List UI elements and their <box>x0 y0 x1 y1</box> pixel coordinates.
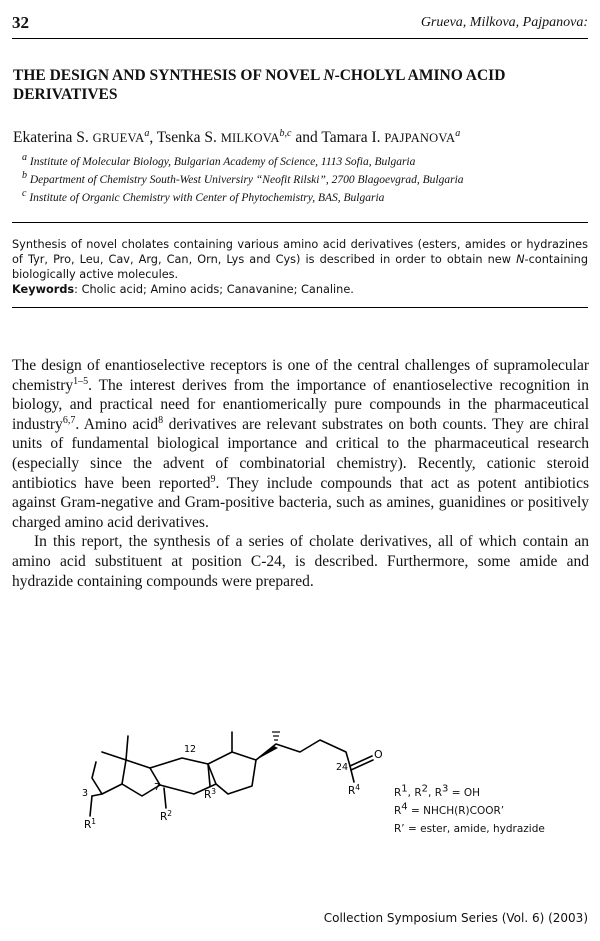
bond-r1 <box>90 796 92 816</box>
title-part: THE DESIGN AND SYNTHESIS OF NOVEL <box>13 67 324 84</box>
figure-legend <box>394 784 545 838</box>
abstract-italic: N <box>516 253 525 266</box>
legend-line: $R^1$, $R^2$, $R^3$ = OH <box>394 783 481 799</box>
label-r1: $R^1$ <box>84 817 97 831</box>
keywords-label: Keywords <box>12 283 75 296</box>
author-first: Tamara I. <box>321 129 385 146</box>
author-last: MILKOVA <box>220 131 280 145</box>
label-r2: $R^2$ <box>160 809 173 823</box>
affiliation <box>22 190 592 206</box>
hashed-bond <box>272 732 280 740</box>
author-sep: and <box>291 129 322 146</box>
affiliation <box>22 154 592 170</box>
author-first: Tsenka S. <box>156 129 221 146</box>
wedge-bond <box>256 746 278 760</box>
affiliation-mark: a <box>22 152 27 164</box>
text-run: . Amino acid <box>75 415 159 433</box>
carbonyl-double <box>351 760 373 770</box>
citation: 6,7 <box>62 414 76 426</box>
title-part: -CHOLYL AMINO ACID DERIVATIVES <box>13 67 506 103</box>
author-sep: , <box>149 129 157 146</box>
label-r3: $R^3$ <box>204 787 217 801</box>
body-text <box>12 356 589 591</box>
label-r4: $R^4$ <box>348 783 361 797</box>
affiliation-text: Institute of Molecular Biology, Bulgarian Academy of Science, 1113 Sofia, Bulgaria <box>29 156 416 168</box>
affiliation <box>22 172 592 188</box>
legend-line: $R^4$ = NHCH(R)COOR’ <box>394 801 505 817</box>
label-c12: 12 <box>184 744 197 755</box>
citation: 9 <box>210 473 216 485</box>
abstract-text: -containing biologically active molecules. <box>12 253 588 281</box>
text-run: . They include compounds that act as potent antibiotics against Gram-negative and Gram-positive bacteria, such as amines, guanidines or positively charged amino acid derivatives. <box>12 474 589 531</box>
affiliation-text: Department of Chemistry South-West Universiry “Neofit Rilski”, 2700 Blagoevgrad, Bulgaria <box>29 174 464 186</box>
skeleton-bonds <box>90 732 373 816</box>
legend-line: R’ = ester, amide, hydrazide <box>394 823 545 835</box>
author-sup: b,c <box>279 127 292 139</box>
carbonyl-bond <box>350 756 372 766</box>
author-last: GRUEVA <box>92 131 145 145</box>
paper-title <box>13 66 583 104</box>
abstract-text: Synthesis of novel cholates containing various amino acid derivatives (esters, amides or hydrazines of Tyr, Pro, Leu, Cav, Arg, Can, Orn, Lys and Cys) is described in order to obtain new <box>12 238 588 266</box>
paragraph-1 <box>12 356 589 532</box>
author-first: Ekaterina S. <box>13 129 93 146</box>
title-italic: N <box>323 67 335 84</box>
page-header <box>12 8 588 39</box>
page-footer: Collection Symposium Series (Vol. 6) (2003) <box>323 911 588 925</box>
text-run: The design of enantioselective receptors is one of the central challenges of supramolecular chemistry <box>12 357 589 394</box>
affiliation-mark: b <box>22 170 27 182</box>
running-head: Grueva, Milkova, Pajpanova: <box>420 15 588 30</box>
affiliation-text: Institute of Organic Chemistry with Center of Phytochemistry, BAS, Bulgaria <box>29 192 385 204</box>
text-run: . The interest derives from the importance of enantioselective recognition in biology, and practical need for enantiomerically pure compounds in the pharmaceutical industry <box>12 376 589 433</box>
text-run: derivatives are relevant substrates on both counts. They are chiral units of fundamental biological importance and critical to the pharmaceutical research (especially since the advent of combinatorial chemistry). Recently, cationic steroid antibiotics have been reported <box>12 415 589 492</box>
label-c24: 24 <box>336 762 349 773</box>
label-c7: 7 <box>154 782 161 793</box>
page-number: 32 <box>12 13 29 32</box>
author-sup: a <box>144 127 150 139</box>
citation: 8 <box>158 414 164 426</box>
author-last: PAJPANOVA <box>384 131 456 145</box>
affiliation-mark: c <box>22 188 27 200</box>
paragraph-2: In this report, the synthesis of a series of cholate derivatives, all of which contain an amino acid substituent at position C-24, is described. Furthermore, some amide and hydrazide containing compounds were prepared. <box>12 533 589 590</box>
author-list <box>13 128 588 148</box>
abstract <box>12 222 588 308</box>
bond-c3 <box>92 794 102 796</box>
citation: 1–5 <box>73 375 89 387</box>
ring-a <box>92 752 126 794</box>
label-c3: 3 <box>82 788 89 799</box>
label-oxygen: O <box>374 748 383 761</box>
keywords-text: : Cholic acid; Amino acids; Canavanine; Canaline. <box>74 283 354 296</box>
author-sup: a <box>455 127 461 139</box>
methyl-19 <box>126 736 128 760</box>
bond-r2 <box>164 788 166 808</box>
